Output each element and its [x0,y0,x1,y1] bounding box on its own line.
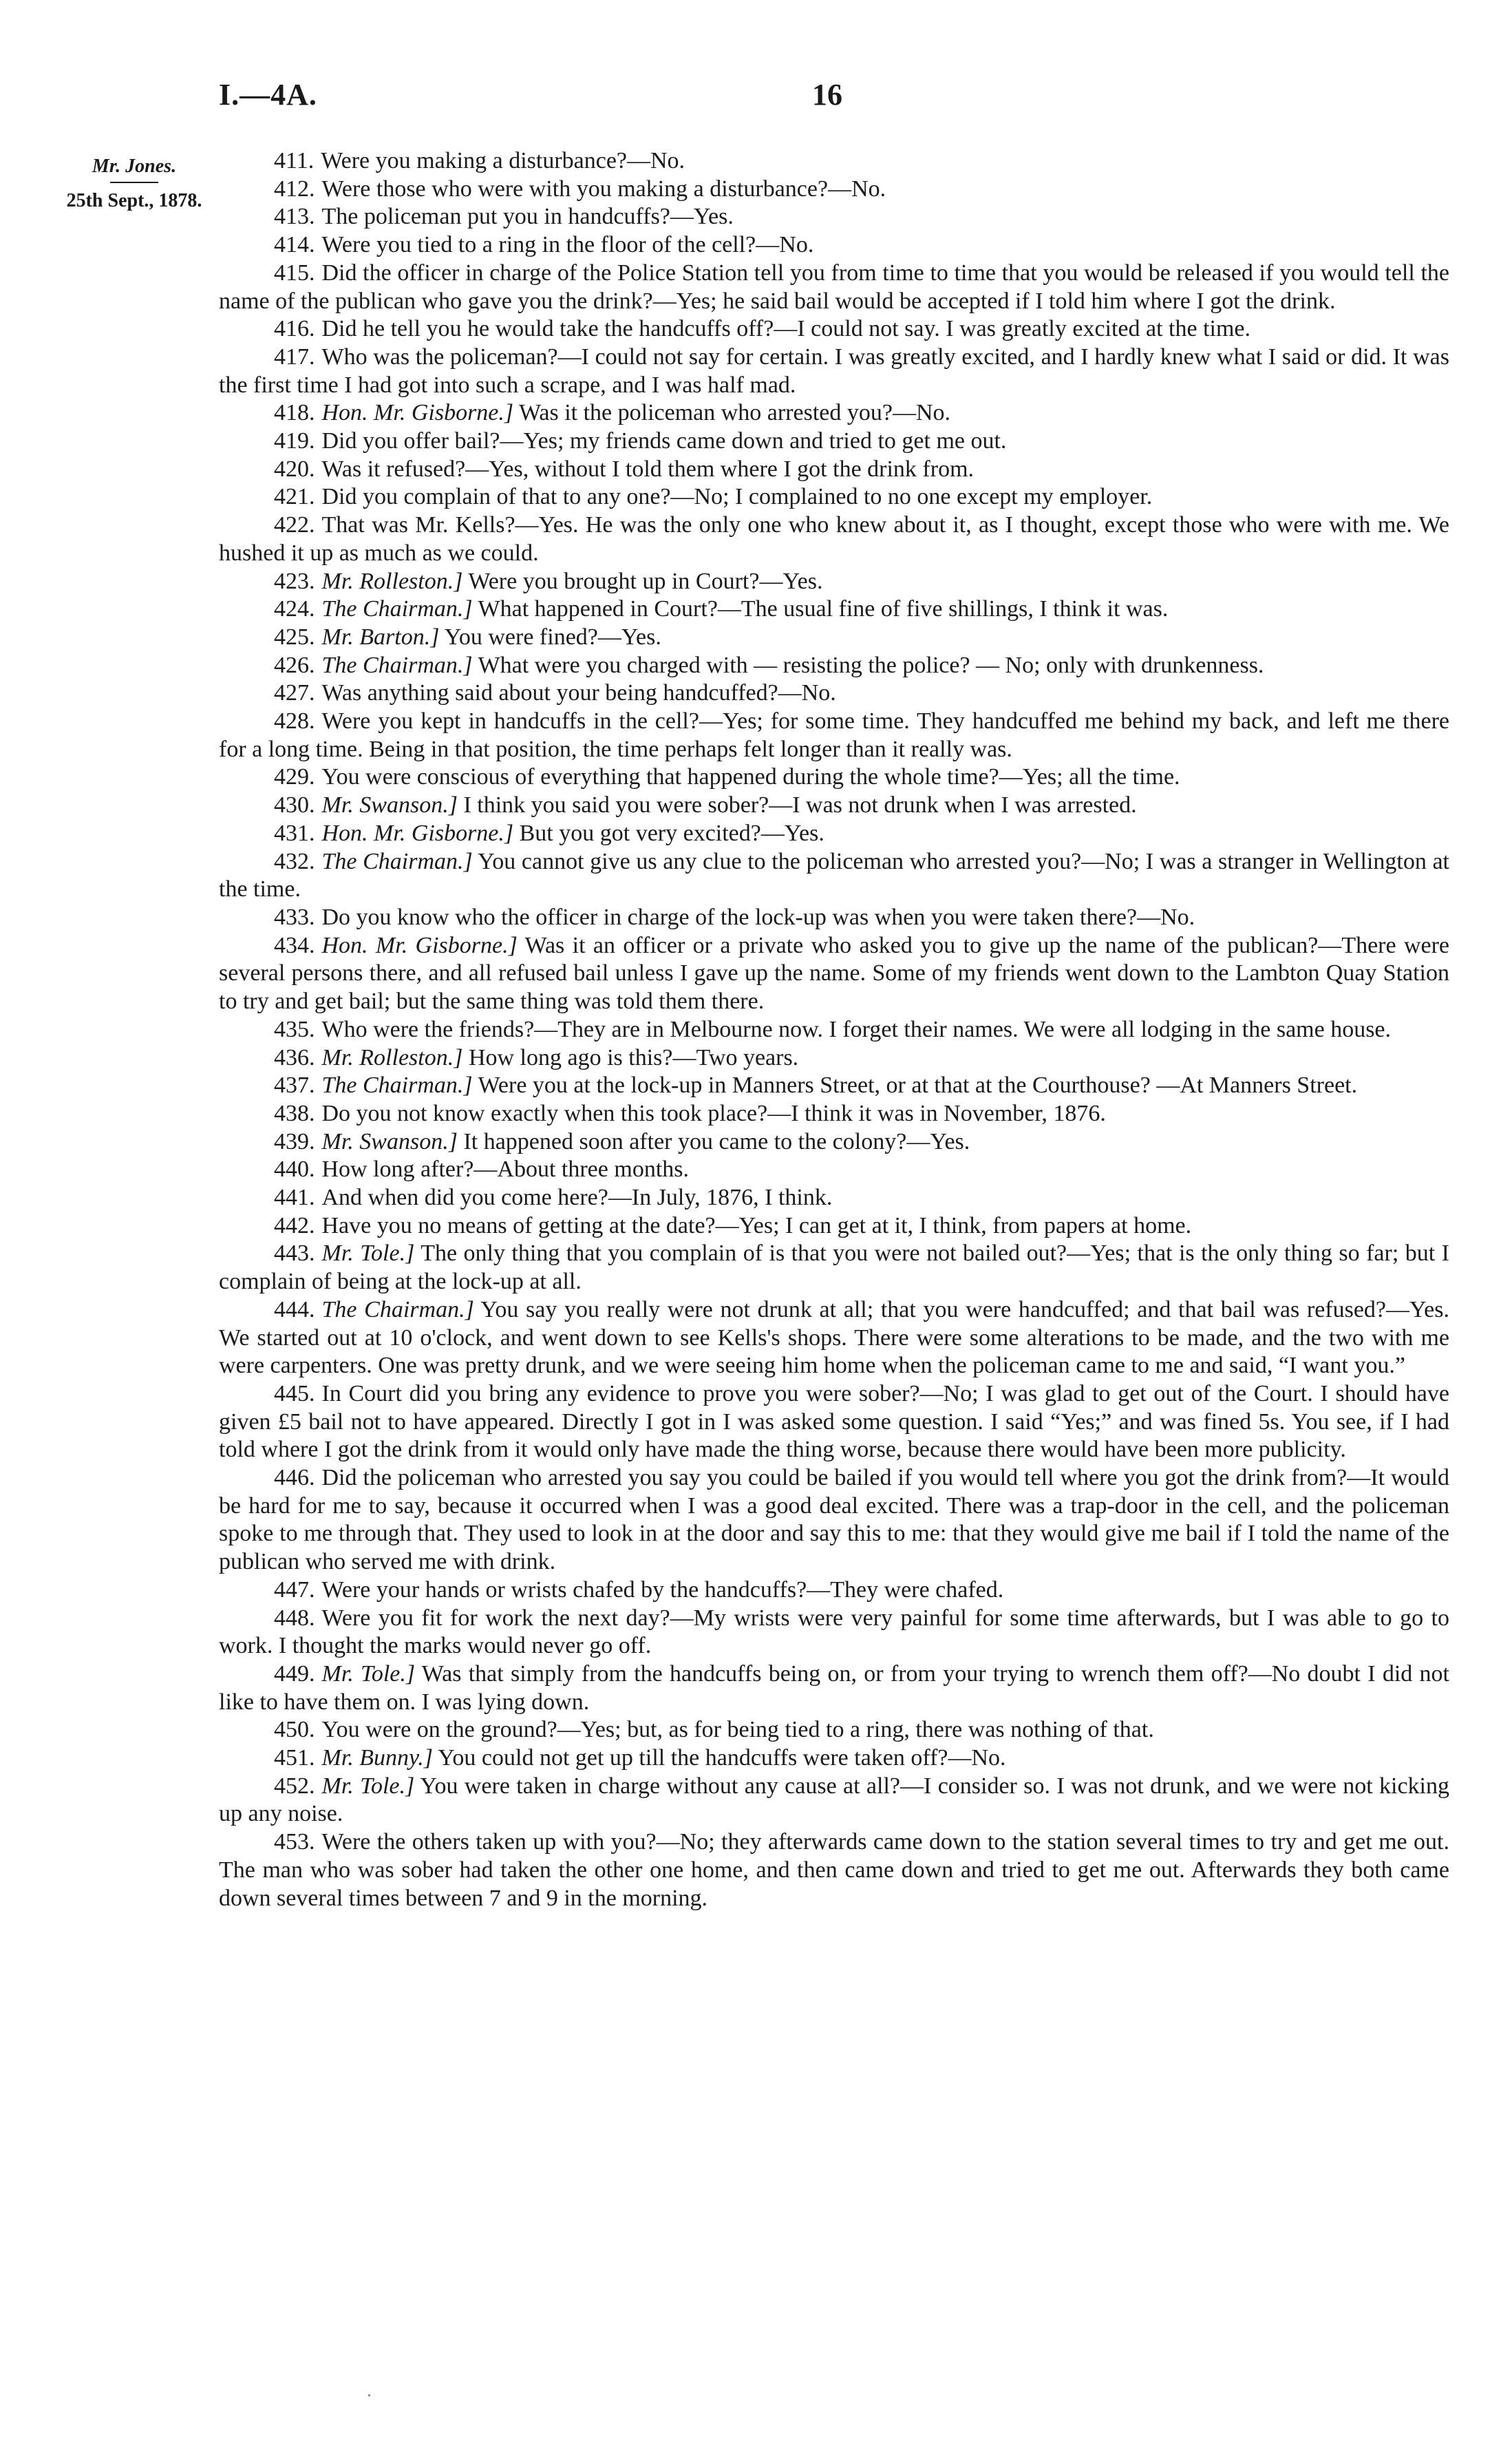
question-number: 423. [274,568,315,594]
question-answer-text: That was Mr. Kells?—Yes. He was the only one who knew about it, as I thought, except those who were with me. We hushed it up as much as we could. [219,512,1449,566]
question-number: 415. [274,260,315,286]
evidence-paragraph [219,932,1449,1016]
question-answer-text: Did you complain of that to any one?—No; I complained to no one except my employer. [321,484,1153,510]
question-answer-text: Did the policeman who arrested you say you could be bailed if you would tell where you got the drink from?—It would be hard for me to say, because it occurred when I was a good deal excited. There was a trap-door in the cell, and the policeman spoke to me through that. They used to look in at the door and say this to me: that they would give me bail if I told the name of the publican who served me with drink. [219,1465,1449,1575]
question-answer-text: Was anything said about your being handcuffed?—No. [321,680,836,706]
question-number: 449. [274,1660,315,1687]
question-answer-text: Did the officer in charge of the Police Station tell you from time to time that you would be released if you would tell the name of the publican who gave you the drink?—Yes; he said bail would be accepted if I told him where I got the drink. [219,260,1449,314]
evidence-paragraph [219,1660,1449,1716]
question-number: 450. [274,1717,315,1743]
question-answer-text: Do you know who the officer in charge of the lock-up was when you were taken there?—No. [321,904,1195,930]
question-number: 437. [274,1073,315,1099]
evidence-paragraph [219,1072,1449,1100]
speaker-name: Hon. Mr. Gisborne.] [321,400,514,426]
question-answer-text: But you got very excited?—Yes. [519,820,824,846]
evidence-paragraph [219,1773,1449,1828]
question-number: 442. [274,1212,315,1238]
evidence-paragraph [219,1212,1449,1240]
question-number: 445. [274,1380,315,1406]
evidence-paragraph [219,820,1449,848]
evidence-paragraph [219,595,1449,624]
evidence-paragraph [219,763,1449,792]
evidence-body [219,147,1449,1912]
evidence-paragraph [219,1156,1449,1184]
question-answer-text: Did you offer bail?—Yes; my friends came down and tried to get me out. [321,428,1007,454]
question-answer-text: The only thing that you complain of is that you were not bailed out?—Yes; that is the only thing so far; but I complain of being at the lock-up at all. [219,1240,1449,1295]
question-number: 434. [274,932,315,958]
speaker-name: The Chairman.] [321,1296,474,1322]
speaker-name: The Chairman.] [321,1073,473,1099]
question-number: 420. [274,456,315,482]
speaker-name: Hon. Mr. Gisborne.] [321,820,514,846]
question-answer-text: Were you brought up in Court?—Yes. [468,568,823,594]
question-number: 451. [274,1745,315,1771]
question-answer-text: Were you at the lock-up in Manners Street, or at that at the Courthouse? —At Manners Street. [478,1073,1358,1099]
question-number: 416. [274,316,315,342]
evidence-paragraph [219,904,1449,932]
question-answer-text: And when did you come here?—In July, 1876, I think. [321,1185,833,1211]
evidence-paragraph [219,176,1449,204]
speaker-name: Mr. Tole.] [321,1240,415,1267]
witness-name: Mr. Jones. [92,156,177,177]
evidence-paragraph [219,147,1449,176]
document-reference: I.—4A. [219,78,317,112]
question-number: 446. [274,1465,315,1491]
question-answer-text: Was it an officer or a private who asked you to give up the name of the publican?—There were several persons there, and all refused bail unless I gave up the name. Some of my friends went down to the Lambton Quay Station to try and get bail; but the same thing was told them there. [219,932,1449,1015]
question-answer-text: Did he tell you he would take the handcuffs off?—I could not say. I was greatly excited at the time. [321,316,1251,342]
question-answer-text: Was it refused?—Yes, without I told them where I got the drink from. [321,456,975,482]
question-answer-text: Were those who were with you making a disturbance?—No. [321,176,886,202]
sitting-date: 25th Sept., 1878. [66,190,202,211]
question-number: 431. [274,820,315,846]
question-answer-text: I think you said you were sober?—I was not drunk when I was arrested. [463,792,1137,819]
evidence-paragraph [219,1240,1449,1296]
question-number: 424. [274,596,315,622]
question-number: 421. [274,484,315,510]
question-answer-text: Who was the policeman?—I could not say for certain. I was greatly excited, and I hardly knew what I said or did. It was the first time I had got into such a scrape, and I was half mad. [219,344,1449,398]
margin-note [41,153,227,215]
question-number: 447. [274,1576,315,1603]
question-answer-text: Were you making a disturbance?—No. [321,148,685,173]
evidence-paragraph [219,1716,1449,1744]
question-answer-text: Were the others taken up with you?—No; they afterwards came down to the station several times to try and get me out. The man who was sober had taken the other one home, and then came down and tried to get me out. Afterwards they both came down several times between 7 and 9 in the morning. [219,1829,1449,1911]
question-answer-text: In Court did you bring any evidence to prove you were sober?—No; I was glad to get out of the Court. I should have given £5 bail not to have appeared. Directly I got in I was asked some question. I said “Yes;” and was fined 5s. You see, if I had told where I got the drink from it would only have made the thing worse, because there would have been more publicity. [219,1380,1449,1463]
speaker-name: Hon. Mr. Gisborne.] [321,932,518,958]
evidence-paragraph [219,1605,1449,1660]
question-number: 452. [274,1773,315,1799]
question-answer-text: How long ago is this?—Two years. [468,1044,799,1070]
question-answer-text: You were conscious of everything that happened during the whole time?—Yes; all the time. [321,764,1180,790]
speaker-name: Mr. Swanson.] [321,792,458,819]
question-answer-text: It happened soon after you came to the colony?—Yes. [463,1128,970,1154]
question-answer-text: Who were the friends?—They are in Melbourne now. I forget their names. We were all lodging in the same house. [321,1016,1392,1042]
question-number: 429. [274,764,315,790]
speaker-name: Mr. Bunny.] [321,1745,433,1771]
evidence-paragraph [219,848,1449,904]
speaker-name: Mr. Tole.] [321,1660,416,1687]
question-answer-text: Were you kept in handcuffs in the cell?—Yes; for some time. They handcuffed me behind my back, and left me there for a long time. Being in that position, the time perhaps felt longer than it really was. [219,708,1449,762]
evidence-paragraph [219,399,1449,427]
margin-divider [110,182,158,183]
print-speck [368,2394,370,2396]
question-answer-text: What were you charged with — resisting the police? — No; only with drunkenness. [478,652,1264,678]
question-answer-text: Was that simply from the handcuffs being on, or from your trying to wrench them off?—No doubt I did not like to have them on. I was lying down. [219,1660,1449,1715]
evidence-paragraph [219,1464,1449,1576]
speaker-name: The Chairman.] [321,596,473,622]
question-answer-text: You were on the ground?—Yes; but, as for being tied to a ring, there was nothing of that. [321,1717,1154,1743]
question-answer-text: Was it the policeman who arrested you?—No. [519,400,951,426]
question-answer-text: The policeman put you in handcuffs?—Yes. [321,204,734,230]
question-number: 441. [274,1185,315,1211]
evidence-paragraph [219,1828,1449,1912]
question-number: 427. [274,680,315,706]
question-answer-text: You were taken in charge without any cause at all?—I consider so. I was not drunk, and we were not kicking up any noise. [219,1773,1449,1827]
question-number: 433. [274,904,315,930]
speaker-name: Mr. Barton.] [321,624,440,650]
question-answer-text: You cannot give us any clue to the policeman who arrested you?—No; I was a stranger in Wellington at the time. [219,848,1449,902]
question-number: 438. [274,1100,315,1126]
question-number: 444. [274,1296,315,1322]
evidence-paragraph [219,708,1449,763]
question-number: 411. [274,148,315,173]
question-number: 448. [274,1605,315,1631]
evidence-paragraph [219,792,1449,820]
evidence-paragraph [219,1016,1449,1044]
evidence-paragraph [219,260,1449,315]
speaker-name: Mr. Rolleston.] [321,568,463,594]
question-number: 426. [274,652,315,678]
question-answer-text: Were you tied to a ring in the floor of the cell?—No. [321,232,814,258]
evidence-paragraph [219,315,1449,344]
evidence-paragraph [219,1380,1449,1464]
question-answer-text: You could not get up till the handcuffs were taken off?—No. [438,1745,1006,1771]
question-number: 435. [274,1016,315,1042]
evidence-paragraph [219,624,1449,652]
speaker-name: Mr. Rolleston.] [321,1044,463,1070]
question-answer-text: You say you really were not drunk at all; that you were handcuffed; and that bail was refused?—Yes. We started out at 10 o'clock, and went down to see Kells's shops. There were some alterations to be made, and the two with me were carpenters. One was pretty drunk, and we were seeing him home when the policeman came to me and said, “I want you.” [219,1296,1449,1379]
question-number: 425. [274,624,315,650]
question-number: 422. [274,512,315,538]
page-number: 16 [812,78,842,112]
question-number: 428. [274,708,315,735]
evidence-paragraph [219,456,1449,484]
question-answer-text: Were you fit for work the next day?—My wrists were very painful for some time afterwards, but I was able to go to work. I thought the marks would never go off. [219,1605,1449,1659]
evidence-paragraph [219,1044,1449,1073]
question-number: 443. [274,1240,315,1267]
question-number: 439. [274,1128,315,1154]
speaker-name: The Chairman.] [321,848,473,874]
question-number: 413. [274,204,315,230]
question-answer-text: You were fined?—Yes. [444,624,661,650]
question-number: 418. [274,400,315,426]
evidence-paragraph [219,1296,1449,1380]
question-number: 414. [274,232,315,258]
evidence-paragraph [219,203,1449,231]
speaker-name: Mr. Tole.] [321,1773,415,1799]
question-number: 417. [274,344,315,370]
evidence-paragraph [219,1744,1449,1773]
evidence-paragraph [219,568,1449,596]
question-number: 430. [274,792,315,819]
question-number: 412. [274,176,315,202]
question-number: 453. [274,1829,315,1855]
question-answer-text: How long after?—About three months. [321,1157,689,1183]
question-number: 436. [274,1044,315,1070]
evidence-paragraph [219,679,1449,708]
evidence-paragraph [219,1576,1449,1605]
evidence-paragraph [219,652,1449,680]
question-answer-text: Were your hands or wrists chafed by the handcuffs?—They were chafed. [321,1576,1004,1603]
question-answer-text: What happened in Court?—The usual fine of five shillings, I think it was. [478,596,1169,622]
question-answer-text: Do you not know exactly when this took place?—I think it was in November, 1876. [321,1100,1106,1126]
evidence-paragraph [219,231,1449,260]
question-answer-text: Have you no means of getting at the date?—Yes; I can get at it, I think, from papers at home. [321,1212,1192,1238]
question-number: 440. [274,1157,315,1183]
evidence-paragraph [219,511,1449,567]
evidence-paragraph [219,1128,1449,1157]
evidence-paragraph [219,1184,1449,1212]
evidence-paragraph [219,427,1449,456]
evidence-paragraph [219,483,1449,511]
question-number: 432. [274,848,315,874]
evidence-paragraph [219,1100,1449,1128]
evidence-paragraph [219,344,1449,399]
speaker-name: Mr. Swanson.] [321,1128,458,1154]
question-number: 419. [274,428,315,454]
speaker-name: The Chairman.] [321,652,473,678]
